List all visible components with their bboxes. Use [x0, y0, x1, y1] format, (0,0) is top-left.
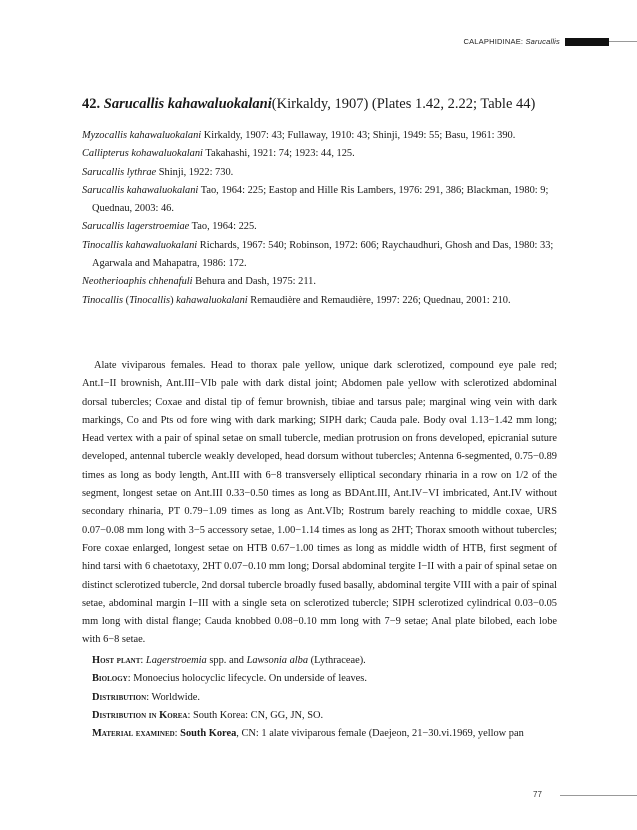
- synonym-entry: [82, 218, 557, 236]
- field-text: : Worldwide.: [146, 691, 200, 703]
- species-title: [82, 95, 562, 113]
- field-label: Host plant: [92, 655, 141, 666]
- synonym-refs: Remaudière and Remaudière, 1997: 226; Quednau, 2001: 210.: [247, 294, 511, 306]
- synonym-name: Sarucallis lythrae: [82, 166, 157, 178]
- host-genus: Lagerstroemia: [145, 655, 207, 666]
- species-name: Sarucallis kahawaluokalani: [103, 96, 272, 112]
- synonym-subgenus: Tinocallis: [129, 294, 171, 306]
- synonymy-list: [82, 127, 557, 310]
- country-name: South Korea: [180, 728, 237, 740]
- field-label: Material examined: [92, 728, 175, 740]
- running-head-family: CALAPHIDINAE:: [463, 37, 524, 46]
- synonym-entry: [82, 292, 557, 310]
- synonym-refs: Kirkaldy, 1907: 43; Fullaway, 1910: 43; Shinji, 1949: 55; Basu, 1961: 390.: [201, 130, 516, 141]
- morphological-description: Alate viviparous females. Head to thorax pale yellow, unique dark sclerotized, compound eye pale red; Ant.I−II brownish, Ant.III−VIb pale with dark distal joint; Abdomen pale yellow with sclerotized abdominal dorsal tubercles; Coxae and distal tip of femur brownish, tibiae and tarsus pale; marginal wing vein with dark markings, Co and Pts od fore wing with dark marking; SIPH dark; Cauda pale. Body oval 1.13−1.42 mm long; Head vertex with a pair of spinal setae on small tubercle, median protrusion on frons developed, epicranial suture developed, antennal tubercle weakly developed, head dorsum without tubercles; Antenna 6-segmented, 0.75−0.89 times as long as body length, Ant.III with 6−8 transversely elliptical secondary rhinaria in a row on 1/2 of the segment, longest setae on Ant.III 0.33−0.50 times as long as BDAnt.III, Ant.IV−VI imbricated, Ant.IV without secondary rhinaria, PT 0.79−1.09 times as long as Ant.VIb; Rostrum barely reaching to middle coxae, URS 0.07−0.08 mm long with 3−5 accessory setae, 1.00−1.14 times as long as 2HT; Thorax smooth without tubercles; Fore coxae enlarged, longest setae on HTB 0.67−1.00 times as long as middle width of HTB, first segment of hind tarsi with 6 chaetotaxy, 2HT 0.07−0.10 mm long; Dorsal abdominal tergite I−II with a pair of spinal setae on distinct sclerotized tubercle, 2nd dorsal tubercle broadly fused basally, abdominal tergite VIII with a pair of spinal setae, abdominal margin I−III with a single seta on sclerotized tubercle; SIPH sclerotized cylindrical 0.03−0.05 mm long with distal flange; Cauda knobbed 0.08−0.10 mm long with 7−9 setae; Anal plate bilobed, each lobe with 6−8 setae.: [82, 360, 557, 646]
- synonym-paren: ): [170, 294, 177, 306]
- field-text: spp. and: [206, 655, 247, 666]
- synonym-name: Sarucallis lagerstroemiae: [82, 221, 190, 233]
- synonym-refs: Tao, 1964: 225; Eastop and Hille Ris Lambers, 1976: 291, 386; Blackman, 1980: 9; Quednau, 2003: 46.: [92, 184, 549, 215]
- field-label: Distribution in Korea: [92, 709, 188, 721]
- distribution-field: [92, 689, 557, 707]
- field-text: (Lythraceae).: [308, 655, 366, 666]
- synonym-entry: [82, 127, 557, 145]
- synonym-entry: [82, 145, 557, 163]
- synonym-refs: Behura and Dash, 1975: 211.: [192, 276, 316, 288]
- field-text: :: [140, 655, 146, 666]
- biology-field: [92, 670, 557, 688]
- page-number: 77: [533, 790, 542, 799]
- footer-rule: [560, 795, 637, 796]
- running-head-genus: Sarucallis: [525, 37, 560, 46]
- field-label: Biology: [92, 673, 128, 685]
- field-text: : South Korea: CN, GG, JN, SO.: [187, 709, 324, 721]
- synonym-name: Callipterus kohawaluokalani: [82, 148, 203, 160]
- species-plates: (Plates 1.42, 2.22; Table 44): [371, 96, 536, 112]
- field-text: :: [174, 728, 181, 740]
- host-plant-field: [92, 652, 557, 670]
- synonym-name: Tinocallis: [82, 294, 123, 306]
- synonym-name: Tinocallis kahawaluokalani: [82, 239, 198, 251]
- synonym-name: Sarucallis kahawaluokalani: [82, 184, 199, 196]
- synonym-refs: Shinji, 1922: 730.: [156, 166, 234, 178]
- synonym-refs: Richards, 1967: 540; Robinson, 1972: 606; Raychaudhuri, Ghosh and Das, 1980: 33; Agarwala and Mahapatra, 1986: 172.: [92, 239, 554, 270]
- running-head-bar: [565, 38, 609, 46]
- host-species: Lawsonia alba: [246, 655, 309, 666]
- field-text: , CN: 1 alate viviparous female (Daejeon, 21−30.vi.1969, yellow pan: [236, 728, 524, 740]
- species-fields: [92, 652, 557, 743]
- field-text: : Monoecius holocyclic lifecycle. On underside of leaves.: [127, 673, 367, 685]
- running-head: [0, 36, 637, 48]
- synonym-epithet: kahawaluokalani: [176, 294, 248, 306]
- synonym-paren: (: [123, 294, 130, 306]
- running-head-text: [463, 36, 560, 48]
- species-authority: (Kirkaldy, 1907): [271, 96, 369, 112]
- synonym-refs: Tao, 1964: 225.: [189, 221, 257, 233]
- synonym-entry: [82, 273, 557, 291]
- species-number: 42.: [82, 96, 101, 112]
- field-label: Distribution: [92, 691, 147, 703]
- synonym-name: Neotherioaphis chhenafuli: [82, 276, 193, 288]
- synonym-entry: [82, 182, 557, 219]
- synonym-entry: [82, 164, 557, 182]
- running-head-rule: [609, 41, 637, 42]
- synonym-entry: [82, 237, 557, 274]
- synonym-name: Myzocallis kahawaluokalani: [82, 130, 202, 141]
- material-examined-field: [92, 725, 557, 743]
- synonym-refs: Takahashi, 1921: 74; 1923: 44, 125.: [202, 148, 355, 160]
- distribution-korea-field: [92, 707, 557, 725]
